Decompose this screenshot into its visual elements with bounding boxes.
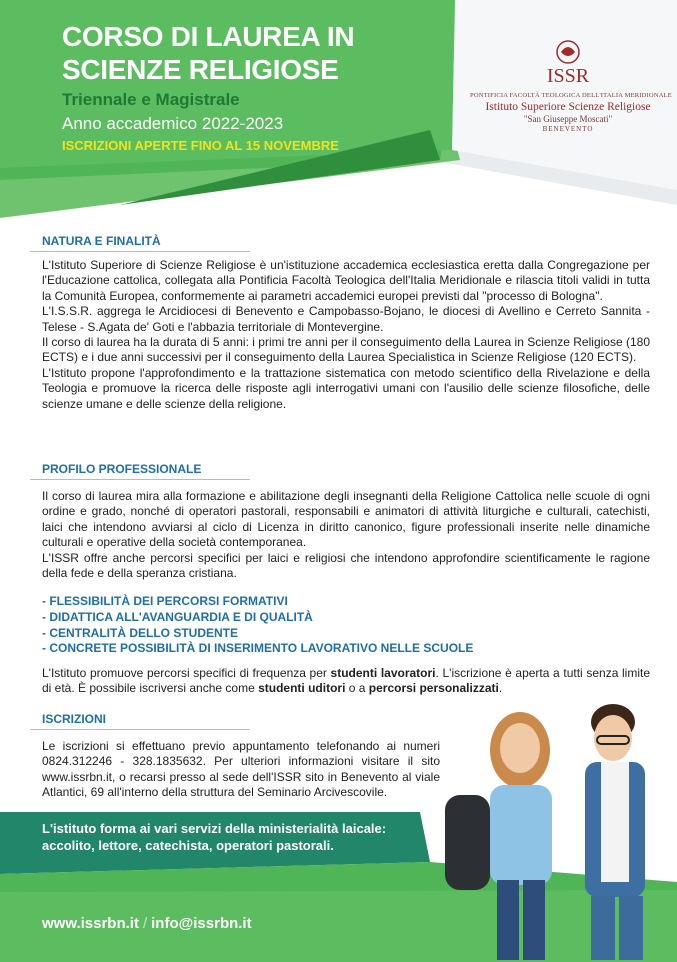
logo-city: BENEVENTO [542, 125, 594, 133]
profilo-text [42, 489, 650, 581]
feature-item: - FLESSIBILITÀ DEI PERCORSI FORMATIVI [42, 594, 288, 608]
highlight-personalizzati: percorsi personalizzati [368, 681, 499, 696]
website-link[interactable]: www.issrbn.it [42, 915, 139, 932]
issr-logo [470, 38, 672, 133]
logo-institute: Istituto Superiore Scienze Religiose [485, 101, 651, 113]
services-line-2: accolito, lettore, catechista, operatori pastorali. [42, 838, 334, 853]
email-link[interactable]: info@issrbn.it [151, 915, 252, 932]
footer-separator: / [142, 915, 148, 932]
academic-year: Anno accademico 2022-2023 [62, 114, 284, 133]
highlight-lavoratori: studenti lavoratori [330, 666, 436, 680]
issr-emblem-icon [533, 38, 603, 88]
natura-paragraph-3: Il corso di laurea ha la durata di 5 anni: i primi tre anni per il conseguimento della Laurea in Scienze Religiose (180 ECTS) e i due anni successivi per il conseguimento della Laurea Specialistica in Scienze Religiose (120 ECTS). [42, 335, 650, 365]
profilo-paragraph-3 [42, 666, 650, 697]
services-banner [42, 820, 386, 854]
title-line-1: CORSO DI LAUREA IN [62, 21, 355, 52]
title-line-2: SCIENZE RELIGIOSE [62, 54, 339, 85]
section-divider [30, 479, 250, 480]
text-span: . L'iscrizione è aperta a tutti senza limite di età. È possibile iscriversi anche come [42, 666, 650, 696]
highlight-uditori: studenti uditori [258, 681, 346, 696]
section-title-iscrizioni: ISCRIZIONI [42, 712, 107, 726]
features-list [42, 594, 473, 657]
text-span: . [498, 681, 503, 696]
iscrizioni-paragraph: Le iscrizioni si effettuano previo appuntamento telefonando ai numeri 0824.312246 - 328.1835632. Per ulteriori informazioni visitare il sito www.issrbn.it, o recarsi presso al sede dell'ISSR sito in Benevento al viale Atlantici, 69 all'interno della struttura del Seminario Arcivescovile. [42, 739, 440, 800]
feature-item: - DIDATTICA ALL'AVANGUARDIA E DI QUALITÀ [42, 609, 313, 624]
subtitle: Triennale e Magistrale [62, 90, 240, 109]
section-title-natura: NATURA E FINALITÀ [42, 234, 161, 248]
footer-contacts [42, 915, 252, 932]
natura-text [42, 258, 650, 412]
logo-patron: "San Giuseppe Moscati" [523, 114, 613, 124]
profilo-paragraph-2: L'ISSR offre anche percorsi specifici per laici e religiosi che intendono approfondire scientificamente le ragione della fede e della speranza cristiana. [42, 550, 650, 581]
text-span: o a [345, 681, 369, 696]
text-span: L'Istituto promuove percorsi specifici di frequenza per [42, 666, 331, 680]
services-line-1: L'istituto forma ai vari servizi della ministerialità laicale: [42, 821, 387, 836]
deadline-banner: ISCRIZIONI APERTE FINO AL 15 NOVEMBRE [62, 138, 339, 153]
section-divider [30, 251, 250, 252]
section-title-profilo: PROFILO PROFESSIONALE [42, 462, 202, 476]
logo-mark: ISSR [546, 65, 590, 87]
students-photo [425, 700, 677, 960]
feature-item: - CONCRETE POSSIBILITÀ DI INSERIMENTO LAVORATIVO NELLE SCUOLE [42, 641, 474, 656]
logo-faculty: PONTIFICIA FACOLTÀ TEOLOGICA DELL'ITALIA MERIDIONALE [470, 92, 672, 99]
natura-paragraph-4: L'Istituto propone l'approfondimento e la trattazione sistematica con metodo scientifico della Rivelazione e della Teologia e promuove la ricerca delle risposte agli interrogativi umani con l'ausilio delle scienze filosofiche, delle scienze umane e delle scienze della religione. [42, 365, 650, 411]
natura-paragraph-1: L'Istituto Superiore di Scienze Religiose è un'istituzione accademica ecclesiastica eretta dalla Congregazione per l'Educazione cattolica, collegata alla Pontificia Facoltà Teologica dell'Italia Meridionale e rilascia titoli validi in tutta la Comunità Europea, conformemente ai parametri accademici europei previsti dal "processo di Bologna". [42, 258, 650, 303]
page-title [62, 20, 354, 86]
section-divider [30, 729, 250, 730]
feature-item: - CENTRALITÀ DELLO STUDENTE [42, 625, 238, 640]
profilo-paragraph-1: Il corso di laurea mira alla formazione e abilitazione degli insegnanti della Religione Cattolica nelle scuole di ogni ordine e grado, nonché di operatori pastorali, responsabili e animatori di attività liturgiche e culturali, catechisti, laici che intendono avviarsi al ciclo di Licenza in diritto canonico, figure professionali inserite nelle dinamiche culturali e operative della società contemporanea. [42, 489, 650, 550]
natura-paragraph-2: L'I.S.S.R. aggrega le Arcidiocesi di Benevento e Campobasso-Bojano, le diocesi di Avellino e Cerreto Sannita - Telese - S.Agata de' Goti e l'abbazia territoriale di Montevergine. [42, 304, 650, 334]
